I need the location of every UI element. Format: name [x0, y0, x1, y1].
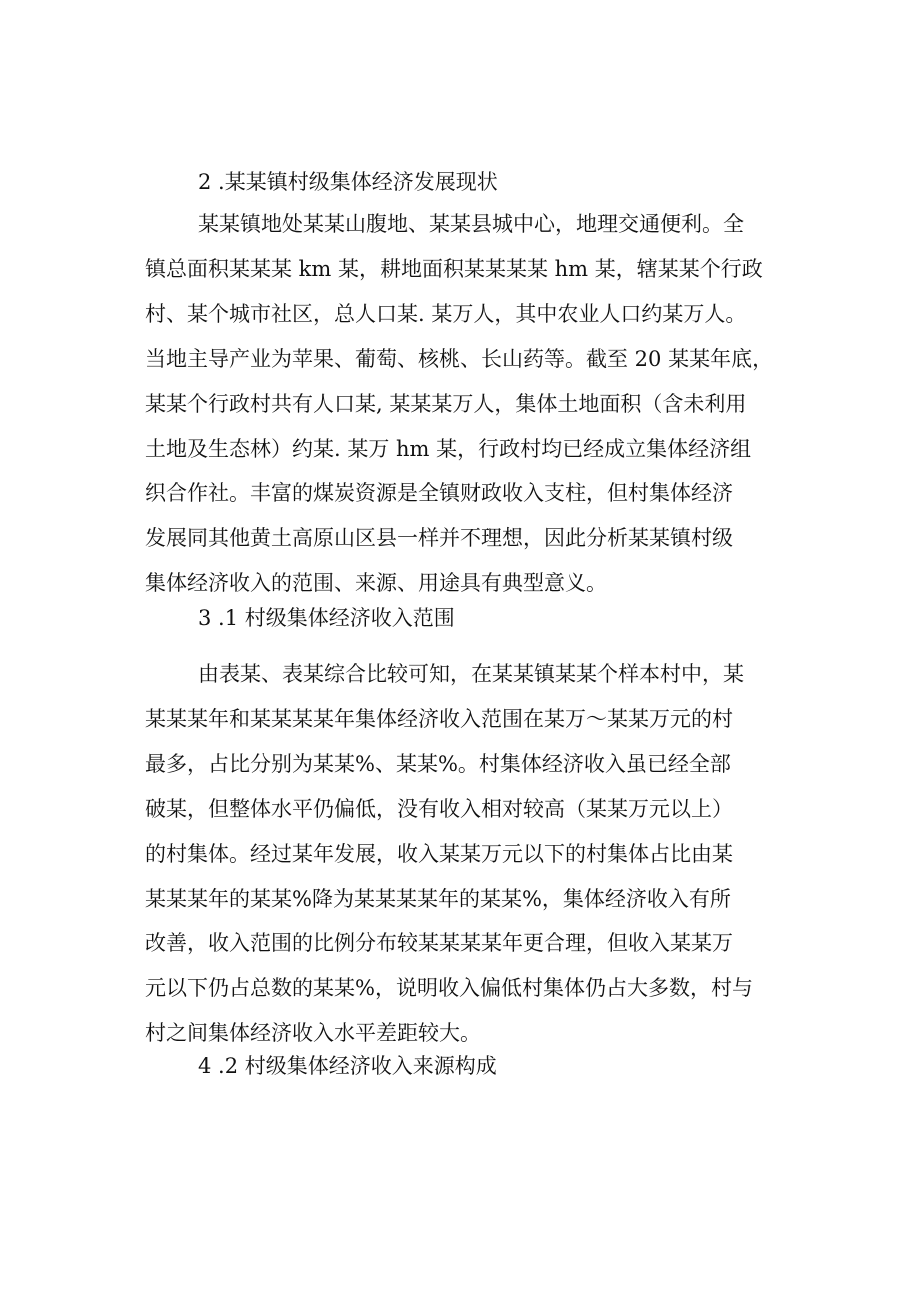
paragraph-line: 土地及生态林）约某. 某万 hm 某，行政村均已经成立集体经济组: [145, 436, 752, 461]
paragraph-line: 的村集体。经过某年发展，收入某某万元以下的村集体占比由某: [145, 841, 733, 866]
paragraph-line: 最多，占比分别为某某%、某某%。村集体经济收入虽已经全部: [145, 751, 731, 776]
paragraph-line: 由表某、表某综合比较可知，在某某镇某某个样本村中，某: [198, 662, 744, 686]
paragraph-line: 某某镇地处某某山腹地、某某县城中心，地理交通便利。全: [198, 212, 744, 236]
paragraph-line: 改善，收入范围的比例分布较某某某某年更合理，但收入某某万: [145, 931, 733, 956]
paragraph-income-range: [145, 652, 805, 1056]
section-heading-2: 2 .某某镇村级集体经济发展现状: [198, 170, 498, 194]
paragraph-line: 某某个行政村共有人口某, 某某某万人，集体土地面积（含未利用: [145, 391, 747, 416]
paragraph-line: 村、某个城市社区，总人口某. 某万人，其中农业人口约某万人。: [145, 301, 747, 326]
paragraph-line: 元以下仍占总数的某某%，说明收入偏低村集体仍占大多数，村与: [145, 976, 753, 1001]
paragraph-line: 集体经济收入的范围、来源、用途具有典型意义。: [145, 571, 607, 596]
section-heading-4-2: 4 .2 村级集体经济收入来源构成: [198, 1054, 497, 1078]
paragraph-town-overview: [145, 202, 805, 606]
paragraph-line: 织合作社。丰富的煤炭资源是全镇财政收入支柱，但村集体经济: [145, 481, 733, 506]
paragraph-line: 村之间集体经济收入水平差距较大。: [145, 1021, 481, 1046]
paragraph-line: 发展同其他黄土高原山区县一样并不理想，因此分析某某镇村级: [145, 526, 733, 551]
paragraph-line: 某某某年的某某%降为某某某某年的某某%，集体经济收入有所: [145, 886, 731, 911]
paragraph-line: 镇总面积某某某 km 某，耕地面积某某某某 hm 某，辖某某个行政: [145, 256, 763, 281]
paragraph-line: 当地主导产业为苹果、葡萄、核桃、长山药等。截至 20 某某年底，: [145, 346, 774, 371]
paragraph-line: 某某某年和某某某某年集体经济收入范围在某万～某某万元的村: [145, 706, 733, 731]
paragraph-line: 破某，但整体水平仍偏低，没有收入相对较高（某某万元以上）: [145, 796, 733, 821]
section-heading-3-1: 3 .1 村级集体经济收入范围: [198, 606, 455, 630]
